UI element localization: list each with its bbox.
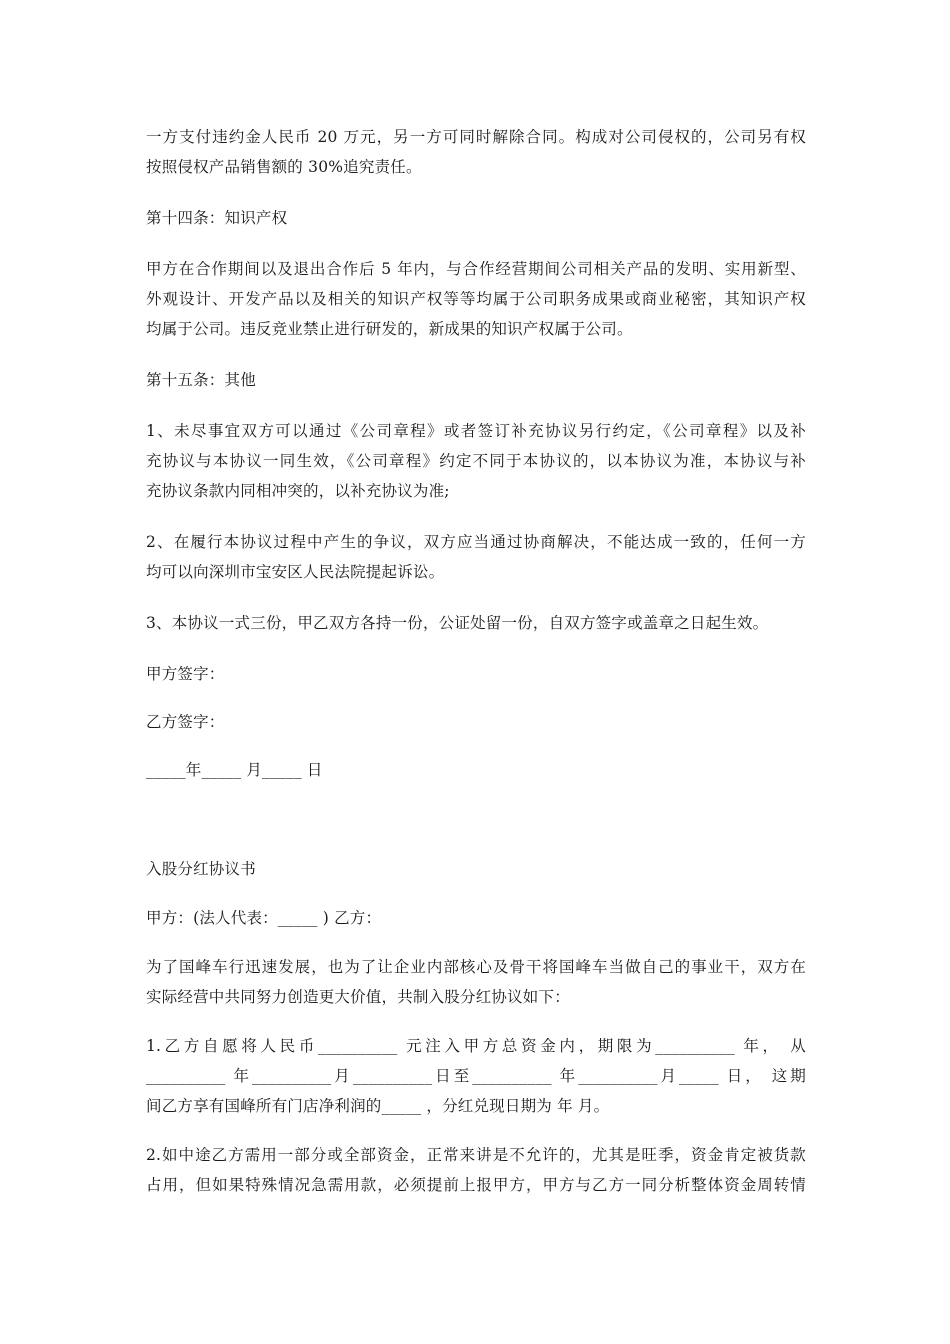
text-line: 充协议与本协议一同生效，《公司章程》约定不同于本协议的，以本协议为准，本协议与补	[146, 452, 806, 470]
date-line: _____年_____ 月_____ 日	[146, 761, 323, 779]
text-line: 一方支付违约金人民币 20 万元，另一方可同时解除合同。构成对公司侵权的，公司另有权	[146, 128, 806, 146]
text-line: 间乙方享有国峰所有门店净利润的_____ ，分红兑现日期为 年 月。	[146, 1097, 610, 1115]
text-line: 2.如中途乙方需用一部分或全部资金，正常来讲是不允许的，尤其是旺季，资金肯定被货款	[146, 1146, 806, 1164]
section-heading: 第十四条：知识产权	[146, 209, 288, 227]
text-line: 外观设计、开发产品以及相关的知识产权等等均属于公司职务成果或商业秘密，其知识产权	[146, 290, 806, 308]
text-line: 1、未尽事宜双方可以通过《公司章程》或者签订补充协议另行约定，《公司章程》以及补	[146, 422, 806, 440]
document-title: 入股分红协议书	[146, 860, 256, 878]
text-line: 实际经营中共同努力创造更大价值，共制入股分红协议如下：	[146, 988, 570, 1006]
text-line: 占用，但如果特殊情况急需用款，必须提前上报甲方，甲方与乙方一同分析整体资金周转情	[146, 1176, 806, 1194]
parties-line: 甲方：(法人代表：_____ ) 乙方：	[146, 909, 382, 927]
text-line: 均可以向深圳市宝安区人民法院提起诉讼。	[146, 563, 445, 581]
text-line: 2、在履行本协议过程中产生的争议，双方应当通过协商解决，不能达成一致的，任何一方	[146, 533, 806, 551]
text-line: 甲方在合作期间以及退出合作后 5 年内，与合作经营期间公司相关产品的发明、实用新型、	[146, 260, 806, 278]
text-line: 1.乙方自愿将人民币__________ 元注入甲方总资金内，期限为__________ 年， 从	[146, 1037, 806, 1055]
text-line: 3、本协议一式三份，甲乙双方各持一份，公证处留一份，自双方签字或盖章之日起生效。	[146, 614, 769, 632]
text-line: 均属于公司。违反竞业禁止进行研发的，新成果的知识产权属于公司。	[146, 320, 633, 338]
text-line: 按照侵权产品销售额的 30%追究责任。	[146, 158, 422, 176]
text-line: 充协议条款内同相冲突的，以补充协议为准;	[146, 482, 450, 500]
section-heading: 第十五条：其他	[146, 371, 256, 389]
signature-label: 乙方签字：	[146, 713, 225, 731]
text-line: __________ 年__________月__________日至__________ 年__________月_____ 日， 这期	[146, 1067, 806, 1085]
signature-label: 甲方签字：	[146, 665, 225, 683]
text-line: 为了国峰车行迅速发展，也为了让企业内部核心及骨干将国峰车当做自己的事业干，双方在	[146, 958, 806, 976]
